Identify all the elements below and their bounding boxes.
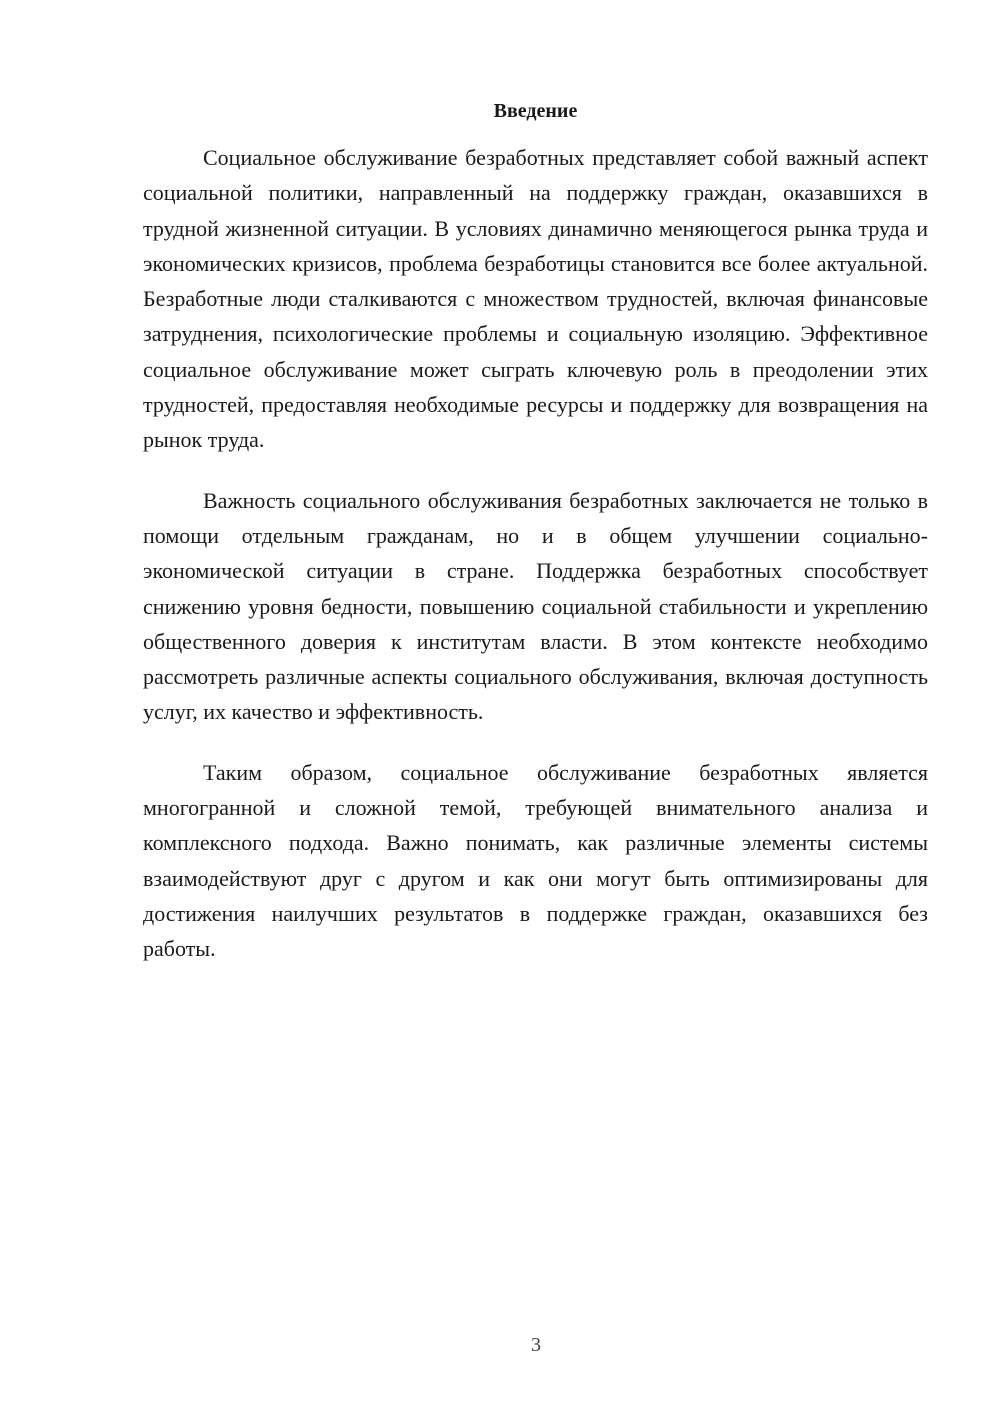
document-body [143,96,928,992]
page-number: 3 [531,1334,541,1356]
paragraph-1: Социальное обслуживание безработных представляет собой важный аспект социальной политики, направленный на поддержку граждан, оказавшихся в трудной жизненной ситуации. В условиях динамично меняющегося рынка труда и экономических кризисов, проблема безработицы становится все более актуальной. Безработные люди сталкиваются с множеством трудностей, включая финансовые затруднения, психологические проблемы и социальную изоляцию. Эффективное социальное обслуживание может сыграть ключевую роль в преодолении этих трудностей, предоставляя необходимые ресурсы и поддержку для возвращения на рынок труда. [143,145,928,453]
section-title: Введение [493,100,578,122]
paragraph-3: Таким образом, социальное обслуживание безработных является многогранной и сложной темой, требующей внимательного анализа и комплексного подхода. Важно понимать, как различные элементы системы взаимодействуют друг с другом и как они могут быть оптимизированы для достижения наилучших результатов в поддержке граждан, оказавшихся без работы. [143,759,928,962]
paragraph-2: Важность социального обслуживания безработных заключается не только в помощи отдельным гражданам, но и в общем улучшении социально-экономической ситуации в стране. Поддержка безработных способствует снижению уровня бедности, повышению социальной стабильности и укреплению общественного доверия к институтам власти. В этом контексте необходимо рассмотреть различные аспекты социального обслуживания, включая доступность услуг, их качество и эффективность. [143,487,928,725]
